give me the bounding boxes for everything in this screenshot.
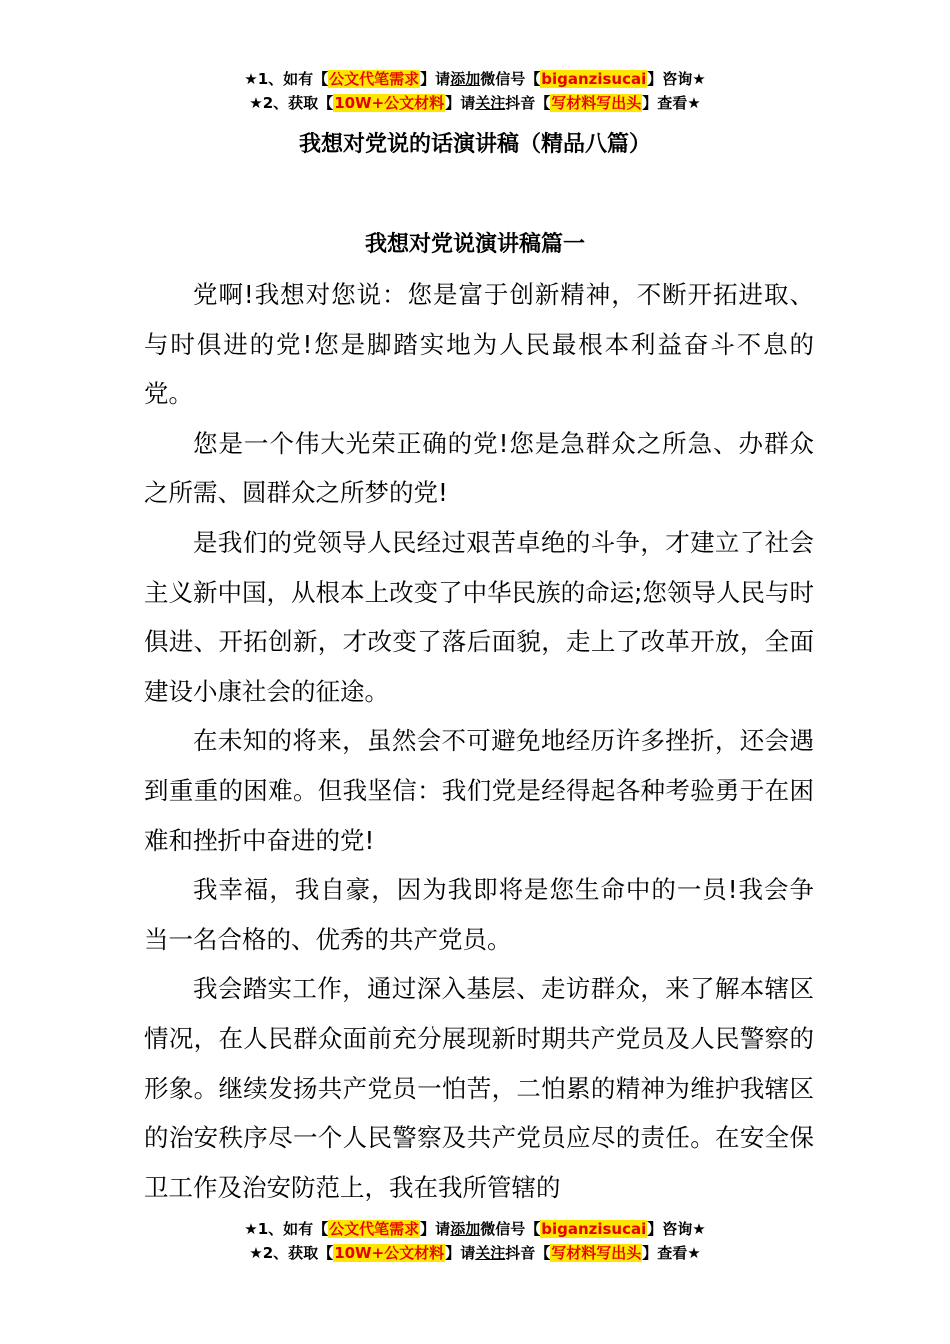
underlined-follow: 关注 [475,94,506,112]
bottom-promo-banner [0,1217,950,1265]
promo-line-1: ★1、如有【公文代笔需求】请添加微信号【biganzisucai】咨询★ [244,70,706,88]
document-title: 我想对党说的话演讲稿（精品八篇） [298,132,651,157]
promo-line-2: ★2、获取【10W+公文材料】请关注抖音【写材料写出头】查看★ [249,94,701,112]
highlight-wechat-id: biganzisucai [541,1220,647,1238]
paragraph: 我会踏实工作，通过深入基层、走访群众，来了解本辖区情况，在人民群众面前充分展现新时期共产党员及人民警察的形象。继续发扬共产党员一怕苦，二怕累的精神为维护我辖区的治安秩序尽一个人民警察及共产党员应尽的责任。在安全保卫工作及治安防范上，我在我所管辖的 [144,974,814,1202]
highlight-service: 公文代笔需求 [329,1220,420,1238]
highlight-douyin-id: 写材料写出头 [551,1244,642,1262]
top-promo-banner [0,67,950,115]
highlight-service: 公文代笔需求 [329,70,420,88]
section-title: 我想对党说演讲稿篇一 [364,232,585,257]
highlight-wechat-id: biganzisucai [541,70,647,88]
promo-line-2: ★2、获取【10W+公文材料】请关注抖音【写材料写出头】查看★ [249,1244,701,1262]
paragraph: 是我们的党领导人民经过艰苦卓绝的斗争，才建立了社会主义新中国，从根本上改变了中华民族的命运;您领导人民与时俱进、开拓创新，才改变了落后面貌，走上了改革开放，全面建设小康社会的征途。 [144,527,814,706]
paragraph: 在未知的将来，虽然会不可避免地经历许多挫折，还会遇到重重的困难。但我坚信：我们党是经得起各种考验勇于在困难和挫折中奋进的党! [144,726,814,855]
highlight-materials: 10W+公文材料 [334,94,445,112]
highlight-douyin-id: 写材料写出头 [551,94,642,112]
promo-line-1: ★1、如有【公文代笔需求】请添加微信号【biganzisucai】咨询★ [244,1220,706,1238]
underlined-follow: 关注 [475,1244,506,1262]
paragraph: 我幸福，我自豪，因为我即将是您生命中的一员!我会争当一名合格的、优秀的共产党员。 [144,875,814,954]
document-body [144,270,814,1212]
underlined-add: 添加 [450,70,481,88]
paragraph: 您是一个伟大光荣正确的党!您是急群众之所急、办群众之所需、圆群众之所梦的党! [144,428,814,508]
highlight-materials: 10W+公文材料 [334,1244,445,1262]
underlined-add: 添加 [450,1220,481,1238]
paragraph: 党啊!我想对您说：您是富于创新精神，不断开拓进取、与时俱进的党!您是脚踏实地为人民最根本利益奋斗不息的党。 [144,280,814,409]
